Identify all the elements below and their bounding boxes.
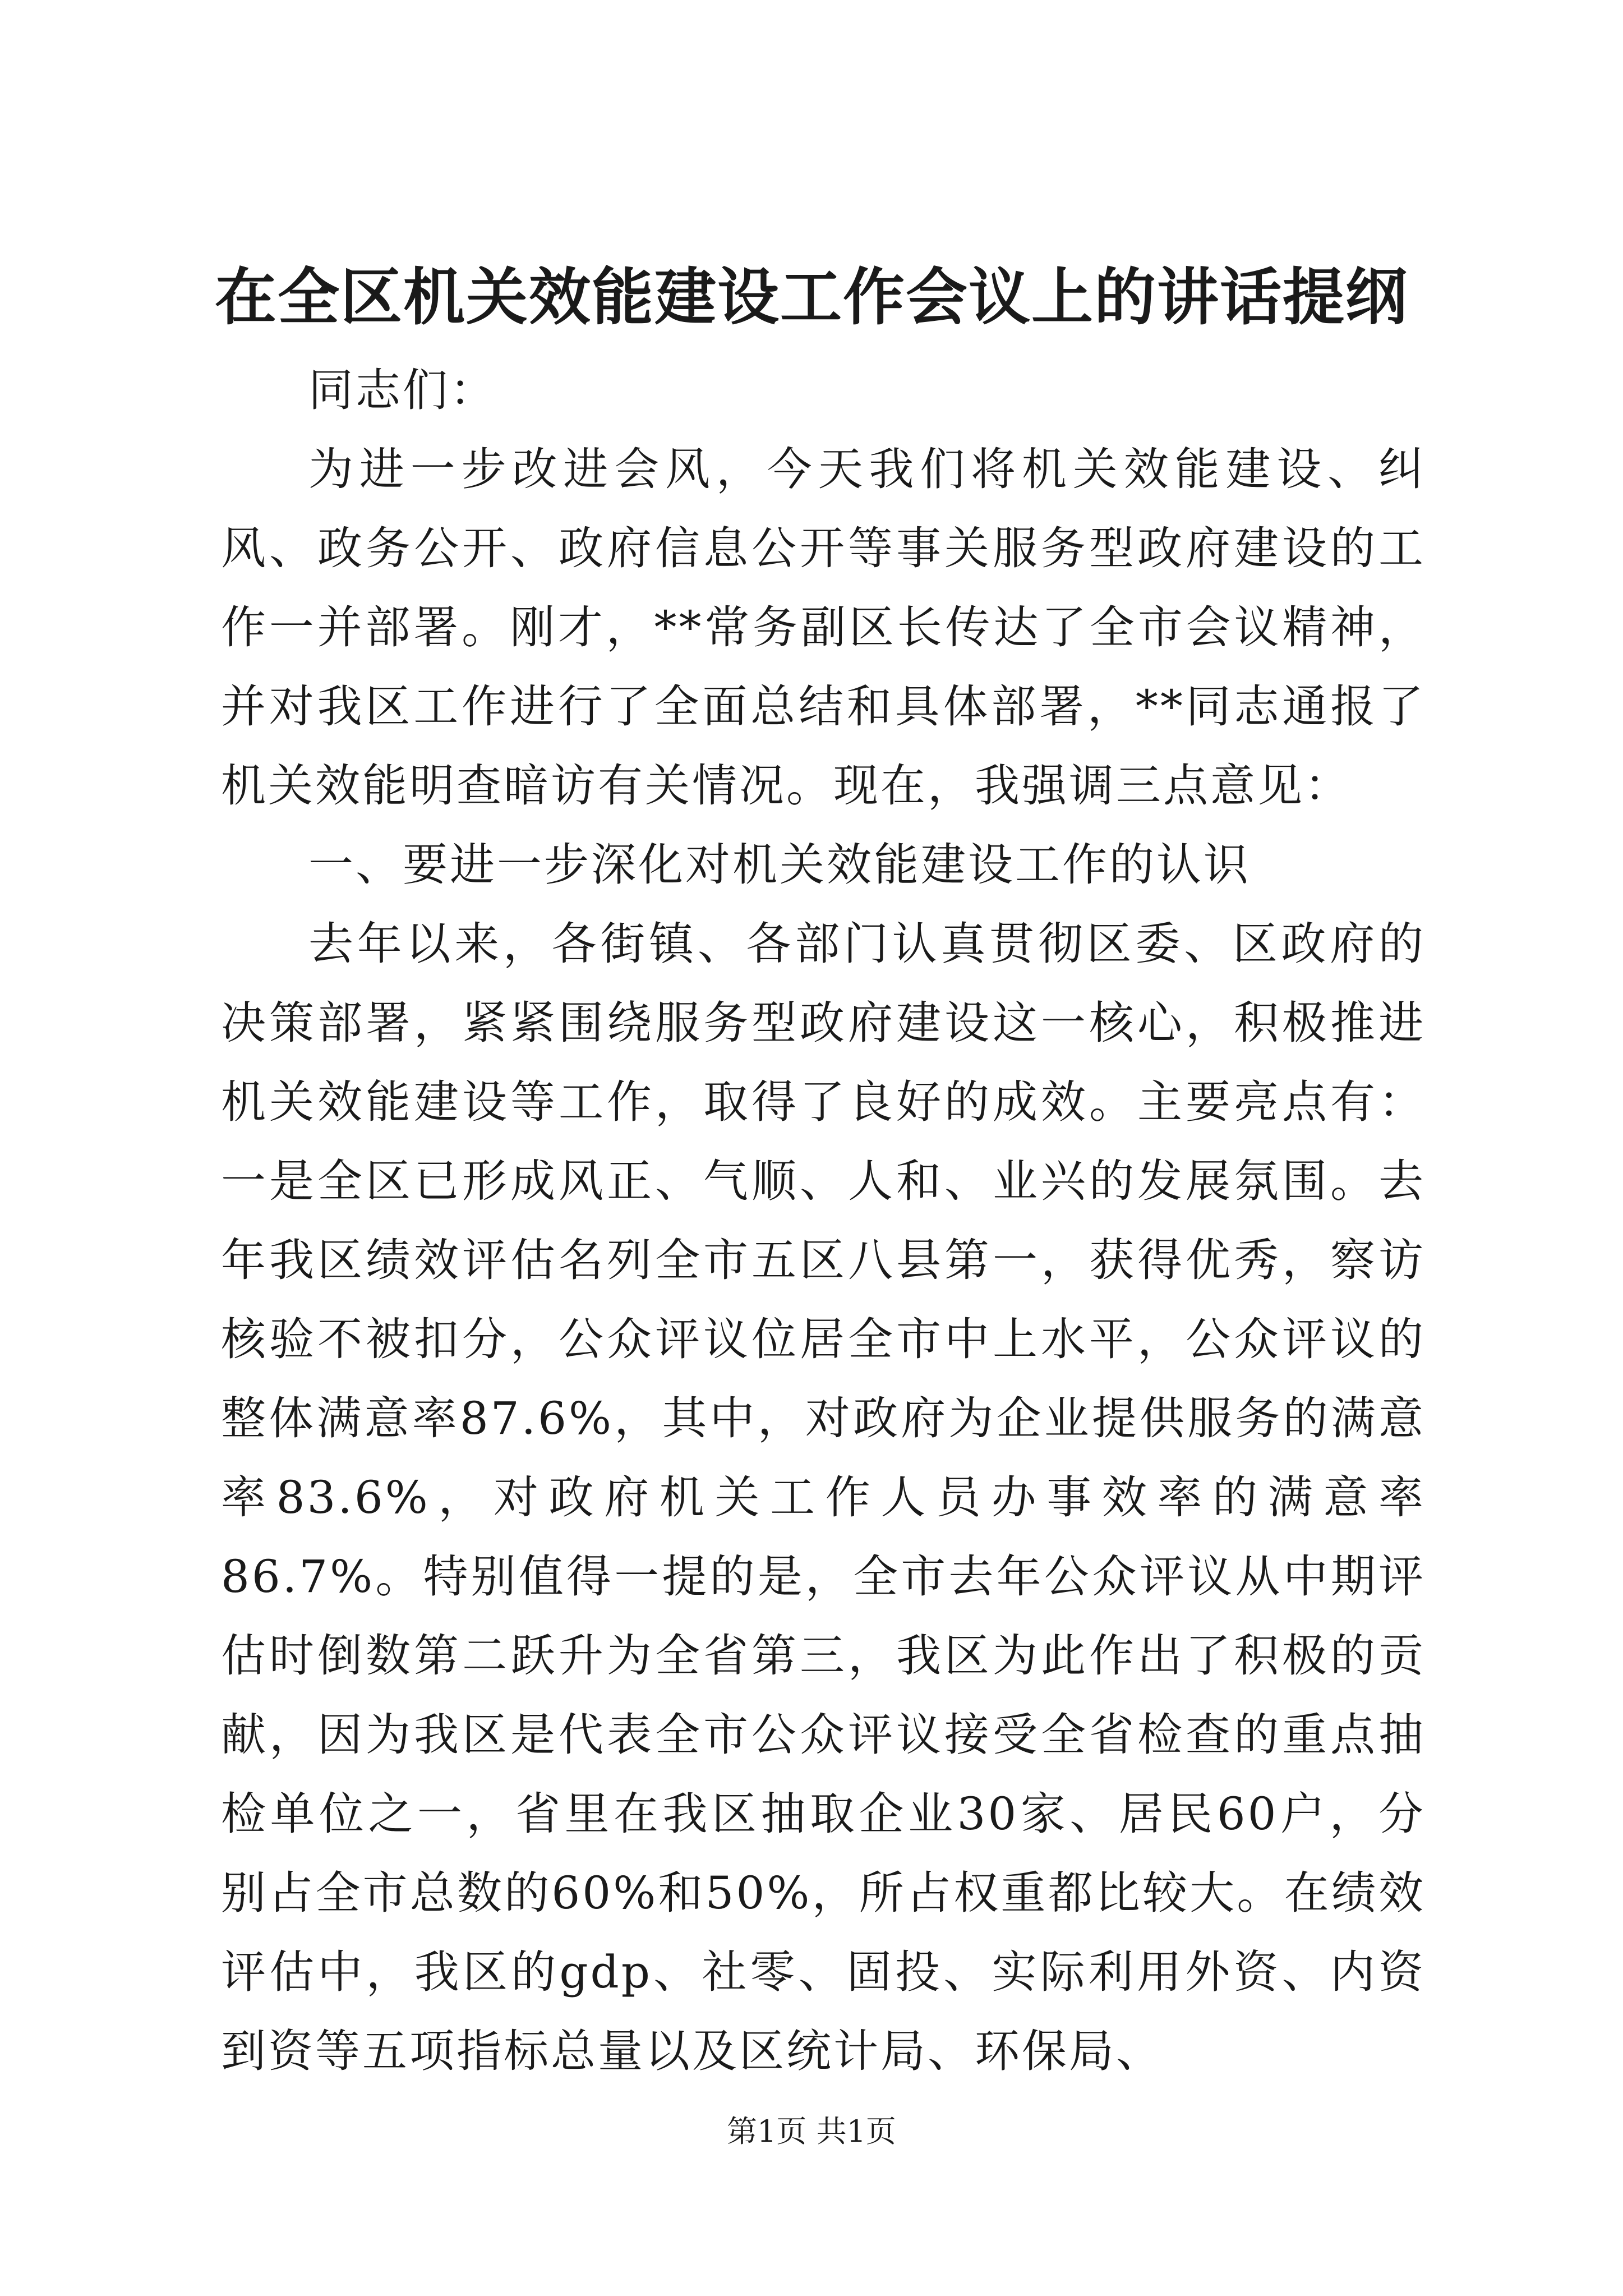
- document-title: 在全区机关效能建设工作会议上的讲话提纲: [215, 261, 1408, 333]
- section-heading-1: 一、要进一步深化对机关效能建设工作的认识: [308, 839, 1251, 891]
- paragraph-achievements: 去年以来，各街镇、各部门认真贯彻区委、区政府的决策部署，紧紧围绕服务型政府建设这一核心，积极推进机关效能建设等工作，取得了良好的成效。主要亮点有：一是全区已形成风正、气顺、人和、业兴的发展氛围。去年我区绩效评估名列全市五区八县第一，获得优秀，察访核验不被扣分，公众评议位居全市中上水平，公众评议的整体满意率87.6%，其中，对政府为企业提供服务的满意率83.6%，对政府机关工作人员办事效率的满意率86.7%。特别值得一提的是，全市去年公众评议从中期评估时倒数第二跃升为全省第三，我区为此作出了积极的贡献，因为我区是代表全市公众评议接受全省检查的重点抽检单位之一，省里在我区抽取企业30家、居民60户，分别占全市总数的60%和50%，所占权重都比较大。在绩效评估中，我区的gdp、社零、固投、实际利用外资、内资到资等五项指标总量以及区统计局、环保局、: [221, 918, 1426, 2077]
- page-footer: 第1页 共1页: [727, 2114, 896, 2149]
- document-body: [221, 351, 1426, 2091]
- greeting: 同志们：: [308, 364, 497, 416]
- paragraph-intro: 为进一步改进会风，今天我们将机关效能建设、纠风、政务公开、政府信息公开等事关服务型政府建设的工作一并部署。刚才，**常务副区长传达了全市会议精神，并对我区工作进行了全面总结和具体部署，**同志通报了机关效能明查暗访有关情况。现在，我强调三点意见：: [221, 443, 1426, 812]
